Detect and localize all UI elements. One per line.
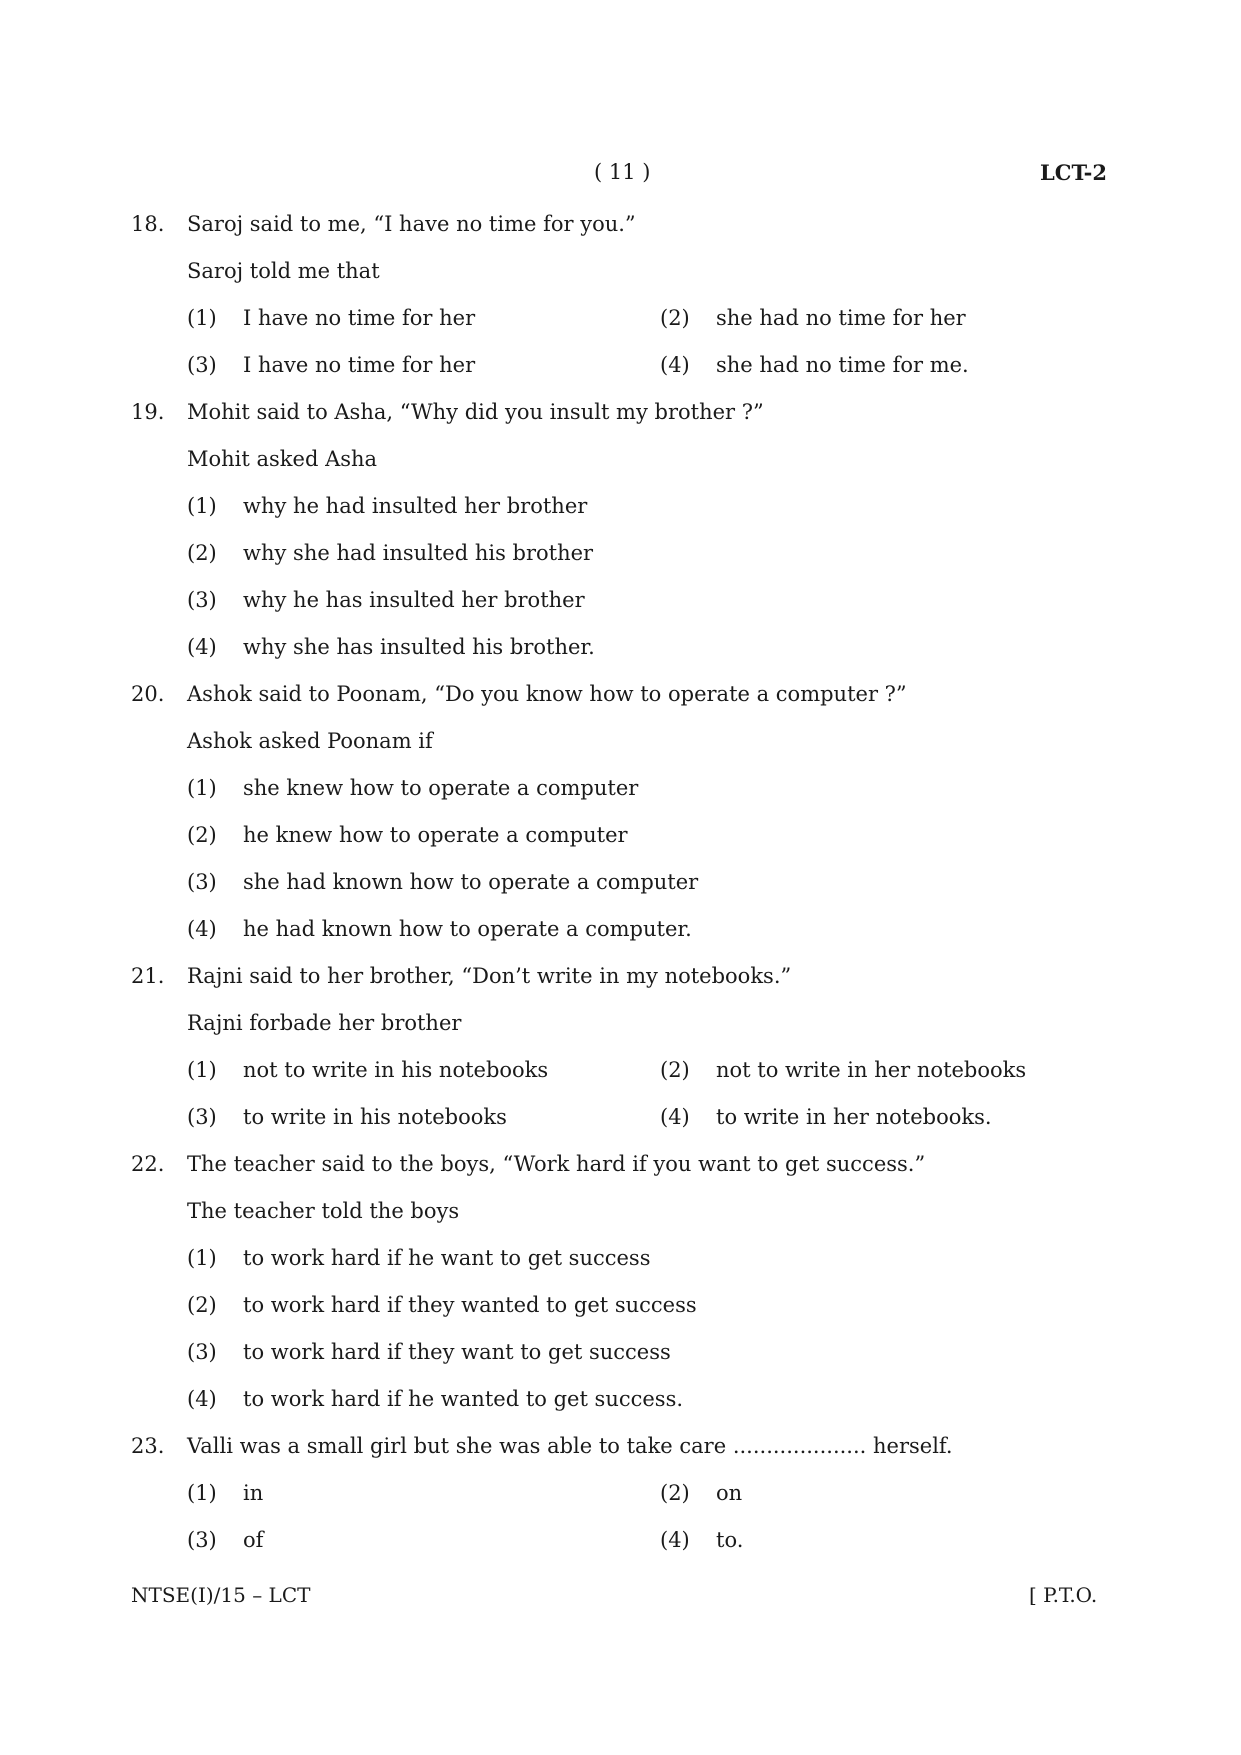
option-text: she knew how to operate a computer bbox=[243, 776, 639, 800]
option-number: (1) bbox=[187, 306, 217, 330]
footer-pto: [ P.T.O. bbox=[1029, 1583, 1098, 1607]
option-text: he had known how to operate a computer. bbox=[243, 917, 692, 941]
option-text: why she has insulted his brother. bbox=[243, 635, 595, 659]
option-text: why she had insulted his brother bbox=[243, 541, 594, 565]
option-number: (3) bbox=[187, 1528, 217, 1552]
option-number: (1) bbox=[187, 1058, 217, 1082]
question-text: Mohit said to Asha, “Why did you insult my brother ?” bbox=[187, 400, 764, 424]
option-text: on bbox=[716, 1481, 743, 1505]
option-number: (2) bbox=[187, 823, 217, 847]
question-lead: Rajni forbade her brother bbox=[187, 1011, 462, 1035]
option-number: (4) bbox=[660, 1528, 690, 1552]
option-number: (4) bbox=[187, 635, 217, 659]
question-text: The teacher said to the boys, “Work hard if you want to get success.” bbox=[187, 1152, 926, 1176]
option-number: (3) bbox=[187, 1105, 217, 1129]
option-text: not to write in his notebooks bbox=[243, 1058, 549, 1082]
option-number: (1) bbox=[187, 494, 217, 518]
page-number: ( 11 ) bbox=[594, 160, 651, 184]
option-text: why he had insulted her brother bbox=[243, 494, 588, 518]
option-text: she had no time for me. bbox=[716, 353, 969, 377]
option-text: to work hard if they want to get success bbox=[243, 1340, 671, 1364]
option-text: to work hard if he wanted to get success. bbox=[243, 1387, 684, 1411]
question-number: 21. bbox=[131, 964, 165, 988]
option-text: I have no time for her bbox=[243, 353, 476, 377]
option-text: she had known how to operate a computer bbox=[243, 870, 699, 894]
question-text: Saroj said to me, “I have no time for you.” bbox=[187, 212, 636, 236]
option-text: to write in his notebooks bbox=[243, 1105, 507, 1129]
option-text: why he has insulted her brother bbox=[243, 588, 585, 612]
paper-code: LCT-2 bbox=[1040, 160, 1107, 185]
question-lead: Saroj told me that bbox=[187, 259, 380, 283]
question-number: 18. bbox=[131, 212, 165, 236]
question-lead: The teacher told the boys bbox=[187, 1199, 460, 1223]
question-number: 19. bbox=[131, 400, 165, 424]
question-text: Valli was a small girl but she was able to take care .................... herself. bbox=[187, 1434, 953, 1458]
option-number: (2) bbox=[660, 1058, 690, 1082]
question-text: Rajni said to her brother, “Don’t write in my notebooks.” bbox=[187, 964, 792, 988]
option-number: (1) bbox=[187, 776, 217, 800]
question-number: 20. bbox=[131, 682, 165, 706]
option-text: of bbox=[243, 1528, 264, 1552]
option-number: (1) bbox=[187, 1246, 217, 1270]
option-number: (3) bbox=[187, 588, 217, 612]
option-text: to work hard if he want to get success bbox=[243, 1246, 651, 1270]
option-number: (3) bbox=[187, 1340, 217, 1364]
option-number: (2) bbox=[660, 306, 690, 330]
option-number: (4) bbox=[187, 1387, 217, 1411]
option-number: (4) bbox=[660, 1105, 690, 1129]
option-text: he knew how to operate a computer bbox=[243, 823, 628, 847]
option-number: (3) bbox=[187, 870, 217, 894]
option-number: (3) bbox=[187, 353, 217, 377]
option-number: (2) bbox=[187, 541, 217, 565]
option-number: (4) bbox=[660, 353, 690, 377]
option-text: to. bbox=[716, 1528, 744, 1552]
footer-paper-id: NTSE(I)/15 – LCT bbox=[131, 1583, 311, 1607]
option-number: (2) bbox=[660, 1481, 690, 1505]
question-number: 22. bbox=[131, 1152, 165, 1176]
option-text: in bbox=[243, 1481, 264, 1505]
option-text: she had no time for her bbox=[716, 306, 966, 330]
option-number: (4) bbox=[187, 917, 217, 941]
question-text: Ashok said to Poonam, “Do you know how to operate a computer ?” bbox=[187, 682, 907, 706]
option-number: (1) bbox=[187, 1481, 217, 1505]
question-lead: Mohit asked Asha bbox=[187, 447, 378, 471]
question-lead: Ashok asked Poonam if bbox=[187, 729, 433, 753]
option-number: (2) bbox=[187, 1293, 217, 1317]
option-text: to write in her notebooks. bbox=[716, 1105, 992, 1129]
question-number: 23. bbox=[131, 1434, 165, 1458]
option-text: to work hard if they wanted to get success bbox=[243, 1293, 697, 1317]
option-text: I have no time for her bbox=[243, 306, 476, 330]
option-text: not to write in her notebooks bbox=[716, 1058, 1027, 1082]
